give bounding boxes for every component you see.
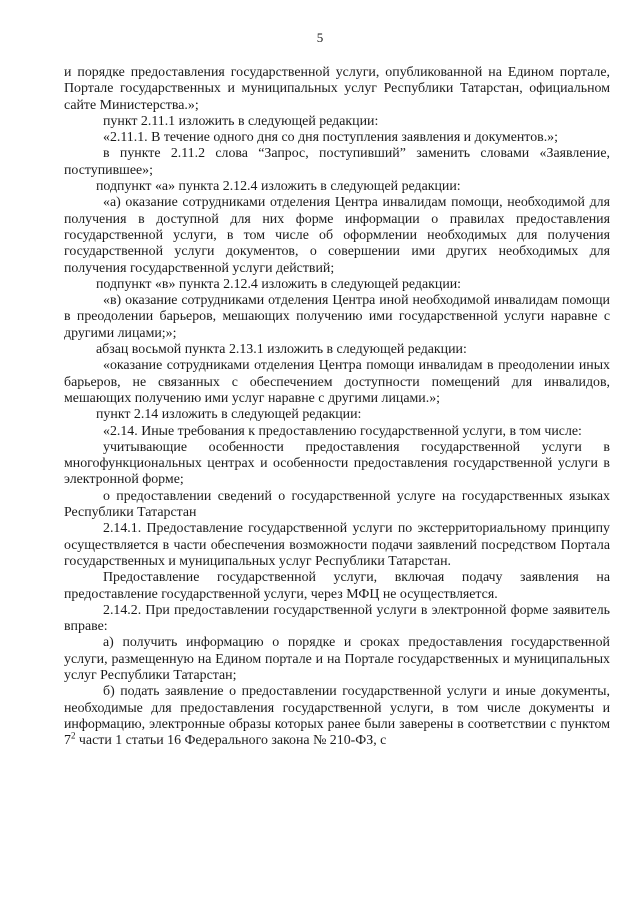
paragraph-last xyxy=(64,684,610,749)
paragraph: в пункте 2.11.2 слова “Запрос, поступивший” заменить словами «Заявление, поступившее»; xyxy=(64,146,610,178)
paragraph: «в) оказание сотрудниками отделения Центра иной необходимой инвалидам помощи в преодолении барьеров, мешающих получению ими государственной услуги наравне с другими лицами;»; xyxy=(64,293,610,341)
superscript: 2 xyxy=(70,730,76,741)
paragraph-text: части 1 статьи 16 Федерального закона № 210-ФЗ, с xyxy=(75,733,387,749)
paragraph: подпункт «в» пункта 2.12.4 изложить в следующей редакции: xyxy=(96,276,462,292)
paragraph: пункт 2.14 изложить в следующей редакции: xyxy=(96,407,362,423)
paragraph: Предоставление государственной услуги, включая подачу заявления на предоставление государственной услуги, через МФЦ не осуществляется. xyxy=(64,570,610,602)
paragraph: учитывающие особенности предоставления государственной услуги в многофункциональных центрах и особенности предоставления государственной услуги в электронной форме; xyxy=(64,439,610,488)
paragraph: о предоставлении сведений о государственной услуге на государственных языках Республики Татарстан xyxy=(64,488,610,521)
paragraph: подпункт «а» пункта 2.12.4 изложить в следующей редакции: xyxy=(96,179,461,195)
paragraph: а) получить информацию о порядке и сроках предоставления государственной услуги, размещенную на Едином портале и на Портале государственных и муниципальных услуг Республики Татарстан; xyxy=(64,635,610,683)
paragraph: 2.14.2. При предоставлении государственной услуги в электронной форме заявитель вправе: xyxy=(64,602,610,635)
page-number: 5 xyxy=(316,30,324,45)
paragraph: и порядке предоставления государственной услуги, опубликованной на Едином портале, Портале государственных и муниципальных услуг Республики Татарстан, официальном сайте Министерства.»; xyxy=(64,65,610,113)
document-body xyxy=(64,65,610,749)
paragraph: пункт 2.11.1 изложить в следующей редакции: xyxy=(103,113,379,129)
paragraph: абзац восьмой пункта 2.13.1 изложить в следующей редакции: xyxy=(96,342,467,358)
paragraph-text: б) подать заявление о предоставлении государственной услуги и иные документы, необходимые для предоставления государственной услуги, в том числе документы и информацию, электронные образы которых ранее были заверены в соответствии с пунктом 7 xyxy=(64,684,610,749)
paragraph: 2.14.1. Предоставление государственной услуги по экстерриториальному принципу осуществляется в части обеспечения возможности подачи заявлений посредством Портала государственных и муниципальных услуг Республики Татарстан. xyxy=(64,521,610,569)
paragraph: «оказание сотрудниками отделения Центра помощи инвалидам в преодолении иных барьеров, не связанных с обеспечением доступности помещений для инвалидов, мешающих получению ими услуг наравне с другими лицами.»; xyxy=(64,358,610,406)
paragraph: «2.14. Иные требования к предоставлению государственной услуги, в том числе: xyxy=(103,423,582,439)
paragraph: «2.11.1. В течение одного дня со дня поступления заявления и документов.»; xyxy=(103,130,558,146)
paragraph: «а) оказание сотрудниками отделения Центра инвалидам помощи, необходимой для получения в доступной для них форме информации о правилах предоставления государственной услуги, в том числе об оформлении необходимых для получения государственной услуги документов, о совершении ими других необходимых для получения государственной услуги действий; xyxy=(64,195,610,276)
